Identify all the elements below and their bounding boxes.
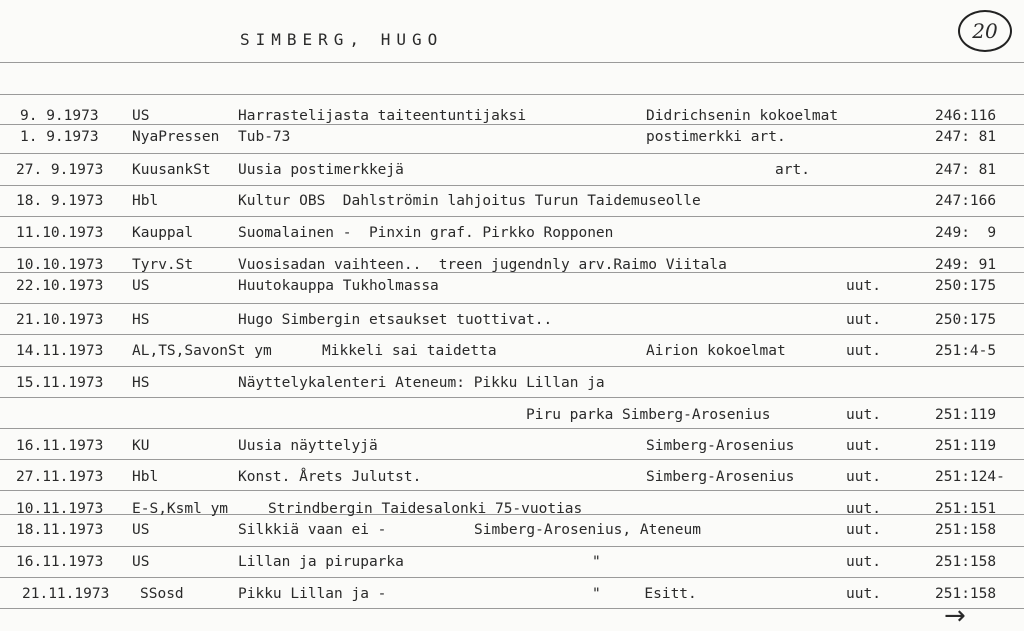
entry-title: Piru parka Simberg-Arosenius xyxy=(526,407,771,423)
ruled-line xyxy=(0,216,1024,217)
entry-source: HS xyxy=(132,312,150,328)
entry-title: Kultur OBS Dahlströmin lahjoitus Turun Taidemuseolle xyxy=(238,193,701,209)
ruled-line xyxy=(0,459,1024,460)
entry-date: 21.11.1973 xyxy=(22,586,110,602)
entry-type: uut. xyxy=(846,278,881,294)
entry-title: Huutokauppa Tukholmassa xyxy=(238,278,439,294)
ruled-line xyxy=(0,577,1024,578)
entry-title: Uusia postimerkkejä xyxy=(238,162,404,178)
entry-ref: 249: 91 xyxy=(935,257,997,273)
entry-ref: 247: 81 xyxy=(935,129,997,145)
entry-date: 18. 9.1973 xyxy=(16,193,104,209)
entry-note: Simberg-Arosenius xyxy=(646,469,795,485)
entry-date: 27. 9.1973 xyxy=(16,162,104,178)
entry-source: KuusankSt xyxy=(132,162,211,178)
entry-title: Vuosisadan vaihteen.. treen jugendnly arv.Raimo Viitala xyxy=(238,257,727,273)
entry-date: 21.10.1973 xyxy=(16,312,104,328)
entry-date: 10.10.1973 xyxy=(16,257,104,273)
entry-type: uut. xyxy=(846,407,881,423)
entry-ref: 251:158 xyxy=(935,522,997,538)
entry-date: 11.10.1973 xyxy=(16,225,104,241)
entry-ref: 251:4-5 xyxy=(935,343,997,359)
ruled-line xyxy=(0,490,1024,491)
entry-ref: 251:158 xyxy=(935,554,997,570)
entry-source: KU xyxy=(132,438,150,454)
entry-note: " Esitt. xyxy=(592,586,697,602)
entry-type: uut. xyxy=(846,469,881,485)
entry-title: Uusia näyttelyjä xyxy=(238,438,378,454)
entry-title: Suomalainen - Pinxin graf. Pirkko Ropponen xyxy=(238,225,614,241)
ruled-line xyxy=(0,153,1024,154)
ruled-line xyxy=(0,608,1024,609)
entry-date: 16.11.1973 xyxy=(16,438,104,454)
entry-title: Tub-73 xyxy=(238,129,291,145)
entry-ref: 251:119 xyxy=(935,438,997,454)
ruled-line xyxy=(0,397,1024,398)
entry-date: 10.11.1973 xyxy=(16,501,104,517)
entry-title: Silkkiä vaan ei - xyxy=(238,522,387,538)
entry-ref: 250:175 xyxy=(935,278,997,294)
entry-source: E-S,Ksml ym xyxy=(132,501,229,517)
entry-ref: 247:166 xyxy=(935,193,997,209)
card-title: SIMBERG, HUGO xyxy=(240,30,444,49)
entry-ref: 249: 9 xyxy=(935,225,997,241)
entry-source: US xyxy=(132,522,150,538)
ruled-line xyxy=(0,428,1024,429)
entry-note: art. xyxy=(775,162,810,178)
entry-source: Tyrv.St xyxy=(132,257,194,273)
ruled-line xyxy=(0,185,1024,186)
entry-date: 16.11.1973 xyxy=(16,554,104,570)
entry-note: Didrichsenin kokoelmat xyxy=(646,108,839,124)
ruled-line xyxy=(0,247,1024,248)
ruled-line xyxy=(0,303,1024,304)
entry-note: " xyxy=(592,554,601,570)
card-number: 20 xyxy=(958,10,1012,52)
ruled-line xyxy=(0,334,1024,335)
entry-title: Mikkeli sai taidetta xyxy=(322,343,497,359)
entry-ref: 251:124- xyxy=(935,469,1005,485)
entry-title: Lillan ja piruparka xyxy=(238,554,404,570)
entry-note: Simberg-Arosenius, Ateneum xyxy=(474,522,701,538)
entry-date: 27.11.1973 xyxy=(16,469,104,485)
entry-date: 14.11.1973 xyxy=(16,343,104,359)
entry-source: Hbl xyxy=(132,469,159,485)
entry-ref: 251:119 xyxy=(935,407,997,423)
entry-source: NyaPressen xyxy=(132,129,220,145)
entry-note: Simberg-Arosenius xyxy=(646,438,795,454)
ruled-line xyxy=(0,94,1024,95)
entry-title: Strindbergin Taidesalonki 75-vuotias xyxy=(268,501,583,517)
entry-note: postimerkki art. xyxy=(646,129,786,145)
entry-source: US xyxy=(132,278,150,294)
entry-date: 9. 9.1973 xyxy=(20,108,99,124)
entry-type: uut. xyxy=(846,438,881,454)
entry-date: 22.10.1973 xyxy=(16,278,104,294)
ruled-line xyxy=(0,366,1024,367)
entry-date: 18.11.1973 xyxy=(16,522,104,538)
entry-type: uut. xyxy=(846,312,881,328)
entry-ref: 246:116 xyxy=(935,108,997,124)
entry-source: AL,TS,SavonSt ym xyxy=(132,343,272,359)
entry-source: SSosd xyxy=(140,586,184,602)
entry-title: Pikku Lillan ja - xyxy=(238,586,387,602)
entry-type: uut. xyxy=(846,522,881,538)
entry-note: Airion kokoelmat xyxy=(646,343,786,359)
entry-source: US xyxy=(132,554,150,570)
entry-source: HS xyxy=(132,375,150,391)
entry-source: Kauppal xyxy=(132,225,194,241)
entry-type: uut. xyxy=(846,586,881,602)
entry-type: uut. xyxy=(846,554,881,570)
entry-date: 15.11.1973 xyxy=(16,375,104,391)
entry-type: uut. xyxy=(846,501,881,517)
entry-ref: 251:158 xyxy=(935,586,997,602)
entry-title: Näyttelykalenteri Ateneum: Pikku Lillan ja xyxy=(238,375,605,391)
ruled-line xyxy=(0,546,1024,547)
entry-title: Hugo Simbergin etsaukset tuottivat.. xyxy=(238,312,553,328)
continue-arrow-icon: → xyxy=(944,601,966,631)
entry-title: Konst. Årets Julutst. xyxy=(238,469,422,485)
entry-type: uut. xyxy=(846,343,881,359)
entry-ref: 250:175 xyxy=(935,312,997,328)
entry-date: 1. 9.1973 xyxy=(20,129,99,145)
entry-source: Hbl xyxy=(132,193,159,209)
ruled-line xyxy=(0,62,1024,63)
entry-ref: 251:151 xyxy=(935,501,997,517)
entry-title: Harrastelijasta taiteentuntijaksi xyxy=(238,108,527,124)
entry-source: US xyxy=(132,108,150,124)
entry-ref: 247: 81 xyxy=(935,162,997,178)
